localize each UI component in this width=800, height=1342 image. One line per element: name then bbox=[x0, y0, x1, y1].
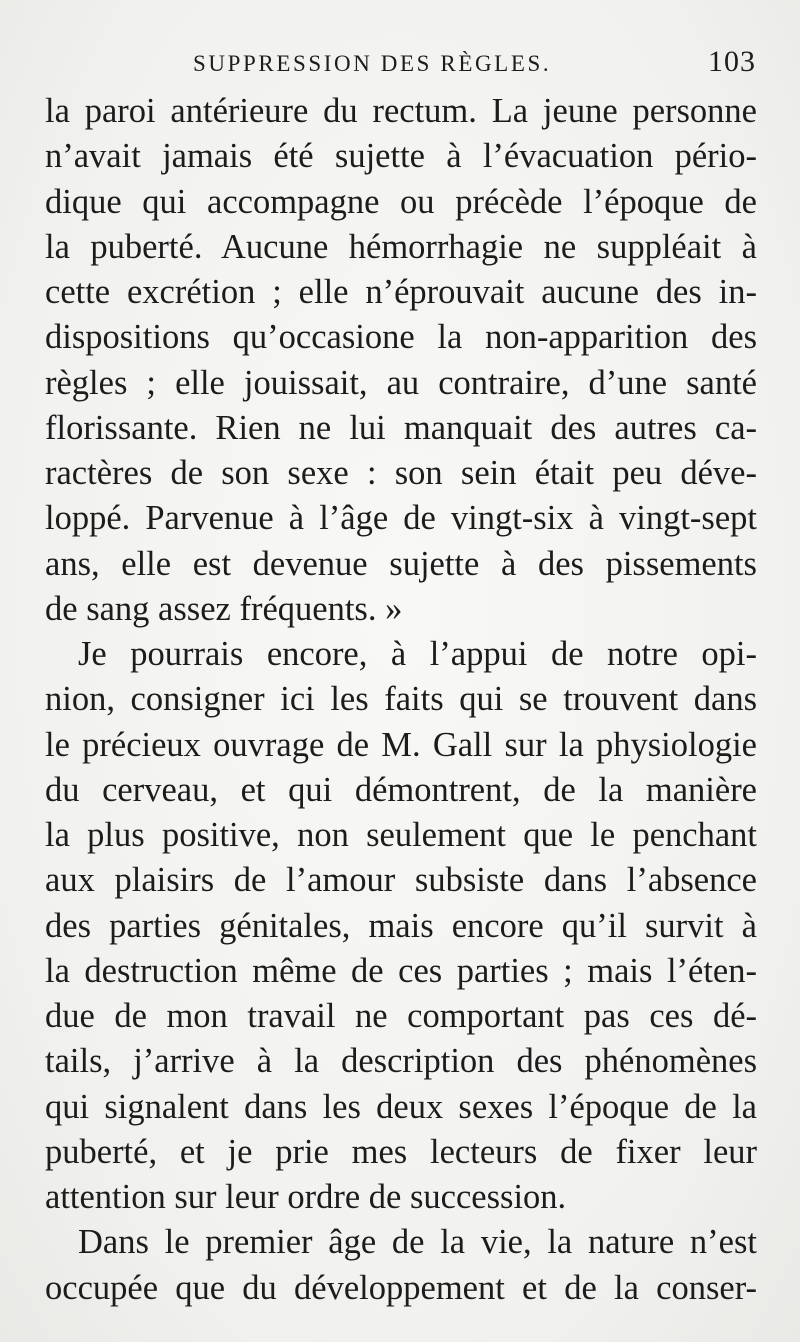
page-number: 103 bbox=[708, 45, 756, 78]
text-line: la puberté. Aucune hémorrhagie ne suppléait à bbox=[45, 227, 757, 266]
text-line: des parties génitales, mais encore qu’il survit à bbox=[45, 906, 757, 945]
text-line: tails, j’arrive à la description des phénomènes bbox=[45, 1042, 757, 1081]
text-line: ractères de son sexe : son sein était peu déve- bbox=[45, 454, 757, 492]
text-line: dique qui accompagne ou précède l’époque de bbox=[45, 182, 757, 221]
text-line: n’avait jamais été sujette à l’évacuation pério- bbox=[45, 137, 757, 176]
paragraph-start-line: Dans le premier âge de la vie, la nature n’est bbox=[78, 1223, 757, 1262]
page-header bbox=[0, 44, 800, 84]
text-line: du cerveau, et qui démontrent, de la manière bbox=[45, 770, 757, 809]
body-text bbox=[45, 89, 757, 1311]
text-line: la destruction même de ces parties ; mais l’éten- bbox=[45, 951, 757, 990]
text-line: cette excrétion ; elle n’éprouvait aucune des in- bbox=[45, 273, 757, 311]
text-line: puberté, et je prie mes lecteurs de fixer leur bbox=[45, 1132, 757, 1171]
text-line: ans, elle est devenue sujette à des pissements bbox=[45, 544, 757, 583]
text-line: la paroi antérieure du rectum. La jeune personne bbox=[45, 92, 757, 130]
text-line: dispositions qu’occasione la non-apparition des bbox=[45, 318, 757, 357]
paragraph-end-line: de sang assez fréquents. » bbox=[45, 589, 403, 628]
text-line: aux plaisirs de l’amour subsiste dans l’absence bbox=[45, 861, 757, 900]
text-line: loppé. Parvenue à l’âge de vingt-six à vingt-sept bbox=[45, 499, 757, 538]
text-line: due de mon travail ne comportant pas ces dé- bbox=[45, 997, 757, 1035]
text-line: qui signalent dans les deux sexes l’époque de la bbox=[45, 1087, 757, 1126]
text-line: nion, consigner ici les faits qui se trouvent dans bbox=[45, 680, 757, 719]
text-line: règles ; elle jouissait, au contraire, d’une santé bbox=[45, 363, 757, 402]
paragraph-end-line: attention sur leur ordre de succession. bbox=[45, 1178, 567, 1216]
text-line: florissante. Rien ne lui manquait des autres ca- bbox=[45, 408, 757, 447]
paragraph-start-line: Je pourrais encore, à l’appui de notre opi- bbox=[78, 635, 757, 673]
text-line: le précieux ouvrage de M. Gall sur la physiologie bbox=[45, 725, 757, 764]
running-head: SUPPRESSION DES RÈGLES. bbox=[193, 51, 552, 76]
text-line: la plus positive, non seulement que le penchant bbox=[45, 816, 757, 854]
text-line: occupée que du développement et de la conser- bbox=[45, 1268, 757, 1307]
